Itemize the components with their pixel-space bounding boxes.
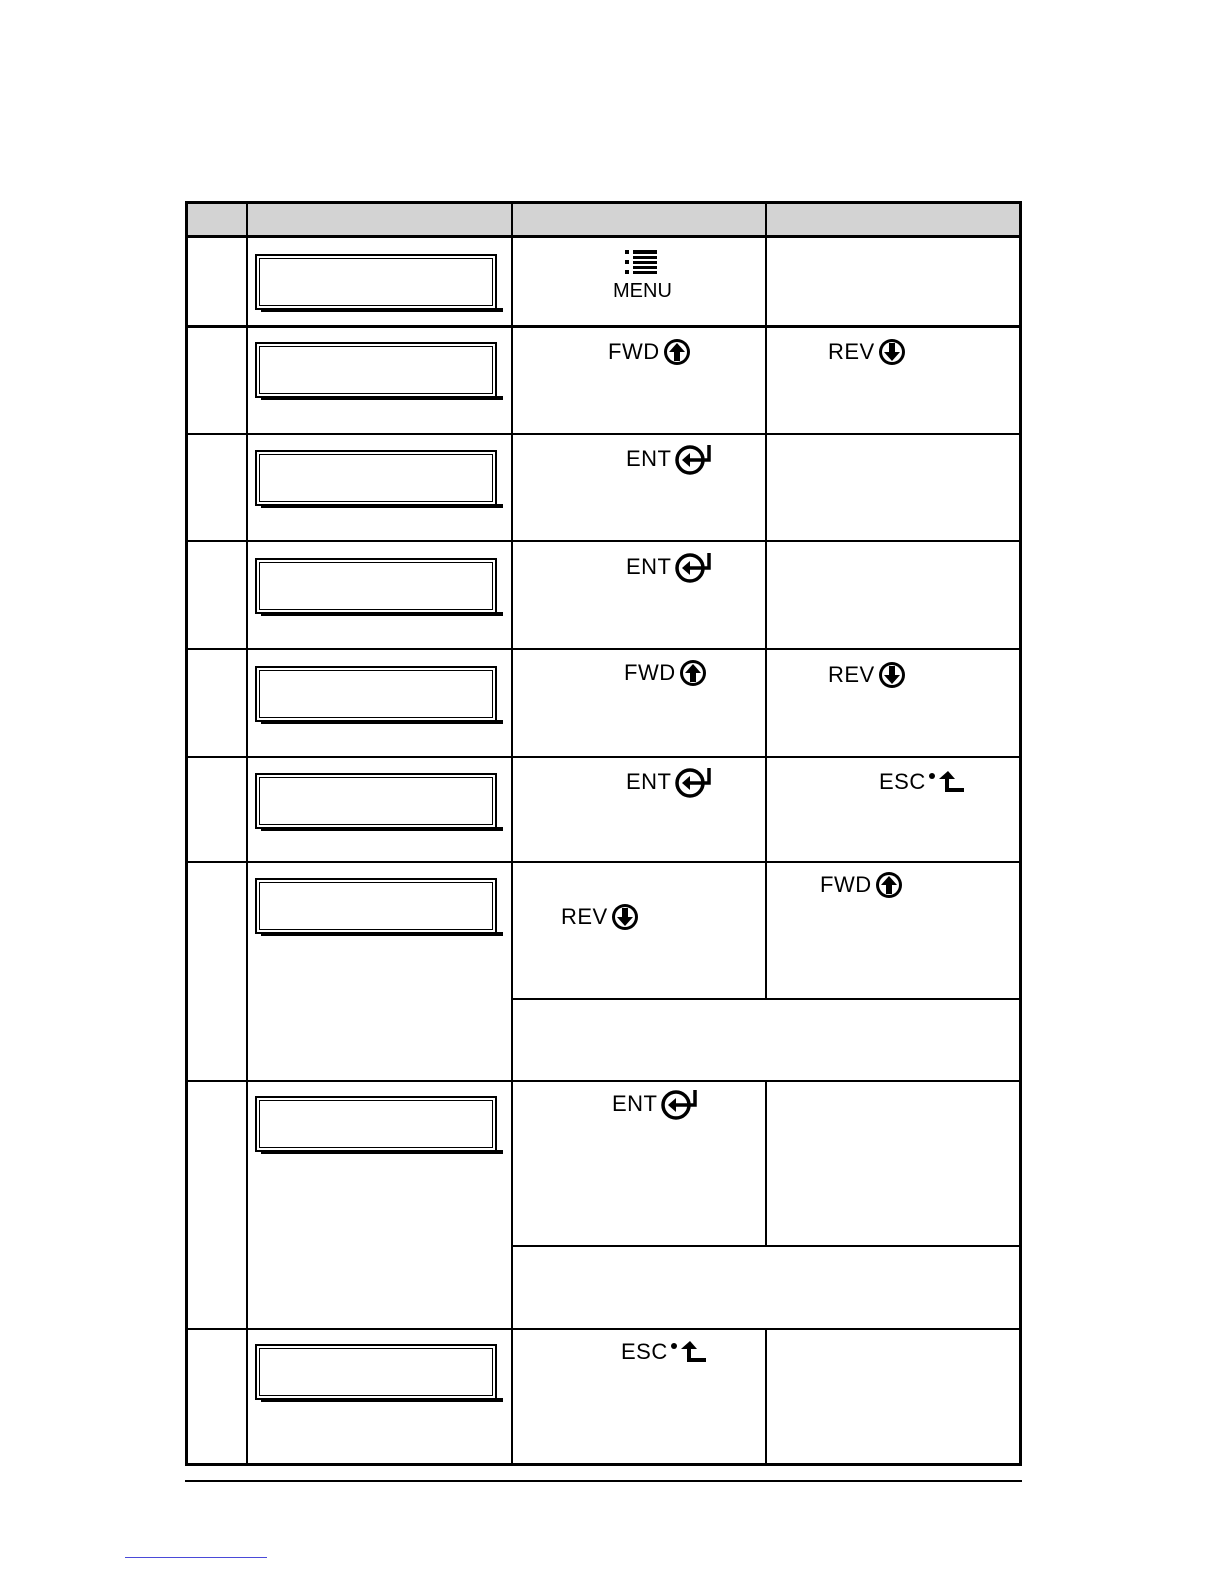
rev-key-label: REV [561,904,608,929]
lcd-display [255,1344,497,1400]
footer-rule [185,1480,1022,1482]
escape-icon [670,1338,710,1366]
ent-key-label: ENT [612,1091,658,1116]
ent-key-label: ENT [626,446,672,471]
menu-icon [624,248,660,276]
lcd-display [255,450,497,506]
up-arrow-circle-icon [874,870,904,900]
ent-key [626,443,714,475]
lcd-display [255,254,497,310]
fwd-key [608,337,692,367]
ent-key [612,1088,700,1120]
enter-icon [674,443,714,475]
column-divider [246,204,248,1463]
rev-key [561,902,640,932]
column-divider [765,204,767,998]
menu-key-label: MENU [613,280,672,302]
fwd-key [624,658,708,688]
down-arrow-circle-icon [877,660,907,690]
lcd-display [255,666,497,722]
lcd-display [255,773,497,829]
ent-key [626,551,714,583]
rev-key-label: REV [828,662,875,687]
row-divider [188,433,1019,435]
row-divider [188,861,1019,863]
row-divider [188,1080,1019,1082]
esc-key-label: ESC [879,769,926,794]
row-divider [511,998,1019,1000]
ent-key-label: ENT [626,769,672,794]
menu-key [613,248,672,303]
row-divider [188,325,1019,328]
footer-link-underline [125,1557,267,1558]
fwd-key-label: FWD [624,660,676,685]
row-divider [188,648,1019,650]
column-divider [765,1080,767,1245]
table-header [188,204,1019,238]
ent-key [626,766,714,798]
up-arrow-circle-icon [662,337,692,367]
column-divider [511,204,513,1463]
enter-icon [674,551,714,583]
row-divider [188,1328,1019,1330]
escape-icon [928,768,968,796]
esc-key-label: ESC [621,1339,668,1364]
row-divider [188,540,1019,542]
down-arrow-circle-icon [877,337,907,367]
esc-key [621,1338,710,1366]
rev-key [828,337,907,367]
fwd-key [820,870,904,900]
esc-key [879,768,968,796]
ent-key-label: ENT [626,554,672,579]
up-arrow-circle-icon [678,658,708,688]
lcd-display [255,558,497,614]
row-divider [188,756,1019,758]
enter-icon [674,766,714,798]
enter-icon [660,1088,700,1120]
procedure-table [185,201,1022,1466]
rev-key-label: REV [828,339,875,364]
fwd-key-label: FWD [820,872,872,897]
lcd-display [255,878,497,934]
down-arrow-circle-icon [610,902,640,932]
column-divider [765,1328,767,1463]
fwd-key-label: FWD [608,339,660,364]
lcd-display [255,1096,497,1152]
rev-key [828,660,907,690]
row-divider [511,1245,1019,1247]
lcd-display [255,342,497,398]
